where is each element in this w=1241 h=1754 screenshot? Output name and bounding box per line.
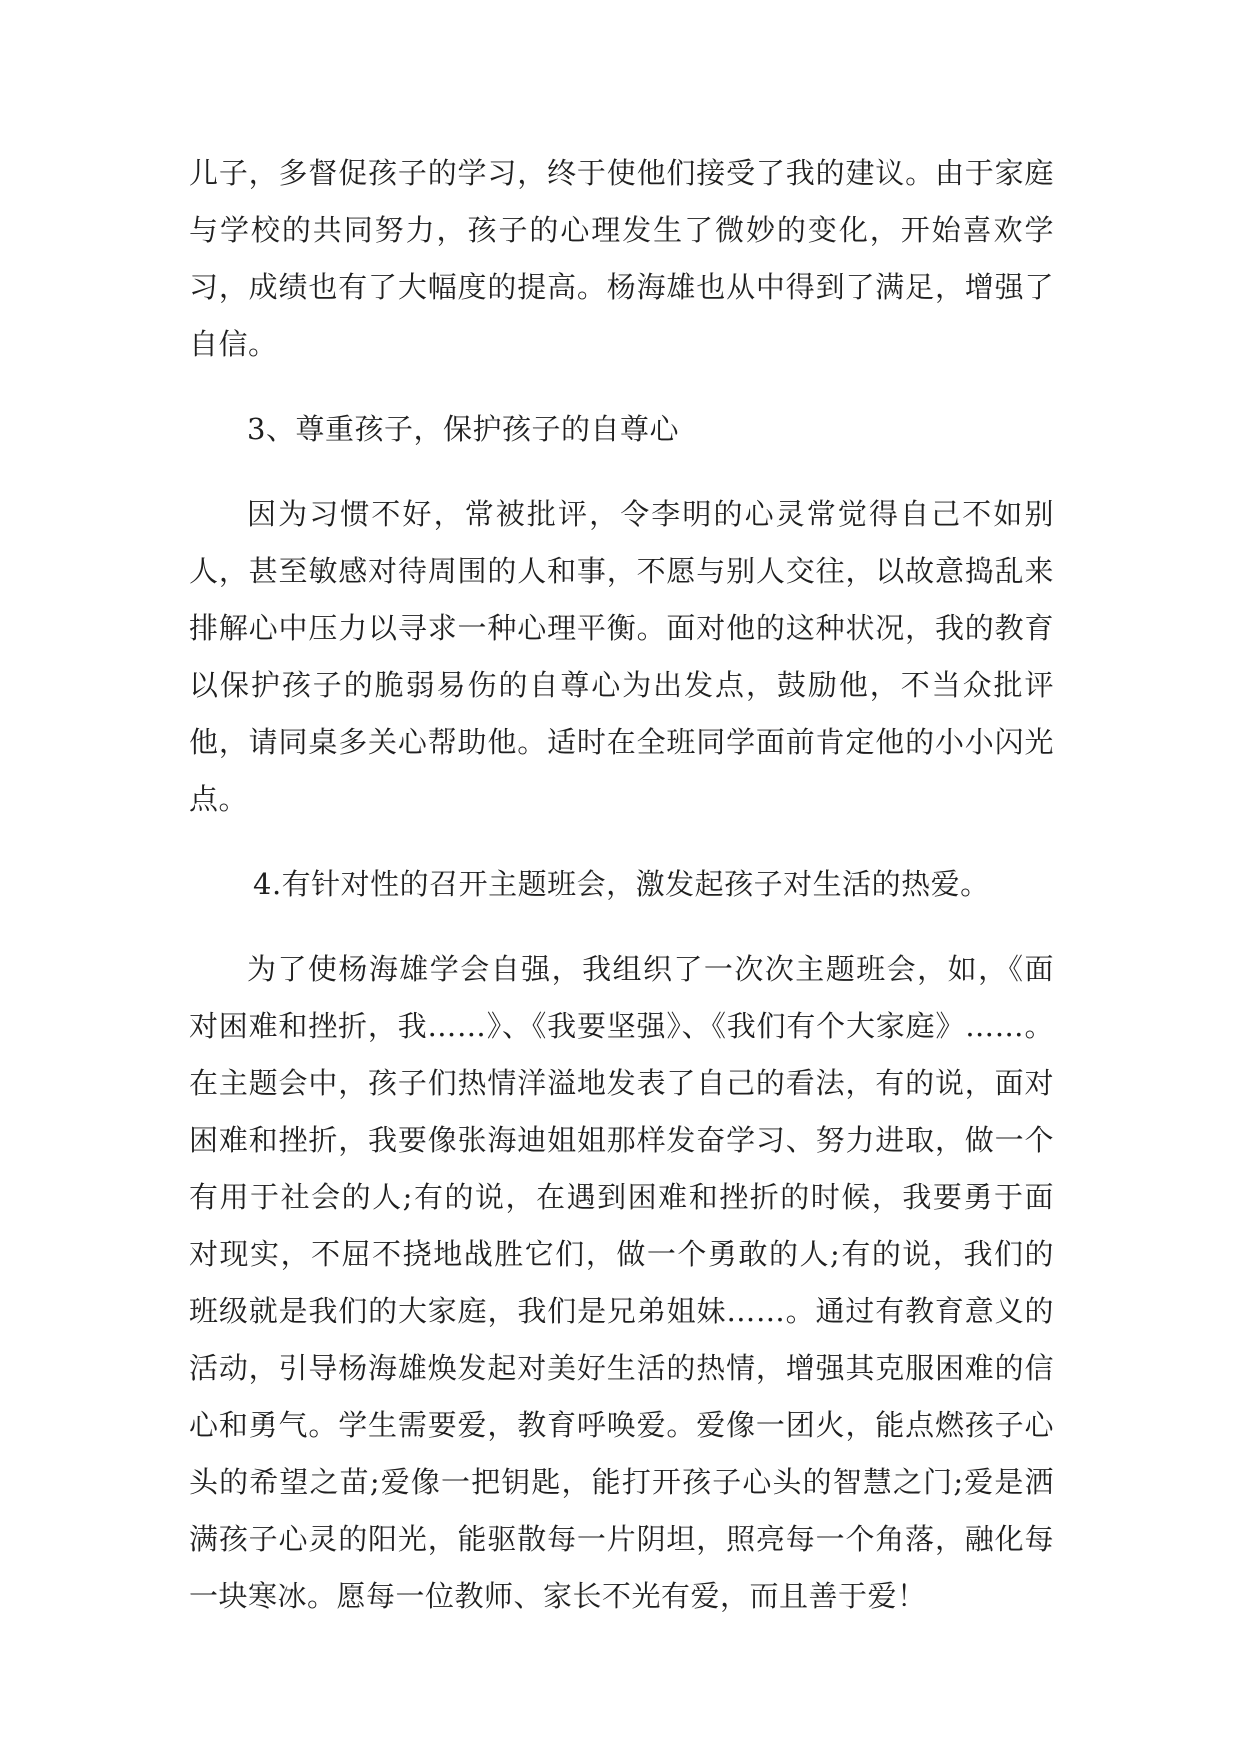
paragraph-gap xyxy=(189,373,1054,401)
section-heading-4: 4.有针对性的召开主题班会，激发起孩子对生活的热爱。 xyxy=(253,867,990,901)
document-body xyxy=(189,145,1054,1625)
paragraph-gap xyxy=(189,458,1054,486)
section-heading-3: 3、尊重孩子，保护孩子的自尊心 xyxy=(247,412,679,446)
paragraph-gap xyxy=(189,913,1054,941)
paragraph-gap xyxy=(189,828,1054,856)
paragraph-class-meeting: 为了使杨海雄学会自强，我组织了一次次主题班会，如，《面对困难和挫折，我……》、《我要坚强》、《我们有个大家庭》……。在主题会中，孩子们热情洋溢地发表了自己的看法，有的说，面对困难和挫折，我要像张海迪姐姐那样发奋学习、努力进取，做一个有用于社会的人;有的说，在遇到困难和挫折的时候，我要勇于面对现实，不屈不挠地战胜它们，做一个勇敢的人;有的说，我们的班级就是我们的大家庭，我们是兄弟姐妹……。通过有教育意义的活动，引导杨海雄焕发起对美好生活的热情，增强其克服困难的信心和勇气。学生需要爱，教育呼唤爱。爱像一团火，能点燃孩子心头的希望之苗;爱像一把钥匙，能打开孩子心头的智慧之门;爱是洒满孩子心灵的阳光，能驱散每一片阴坦，照亮每一个角落，融化每一块寒冰。愿每一位教师、家长不光有爱，而且善于爱！ xyxy=(189,952,1054,1613)
paragraph-self-esteem: 因为习惯不好，常被批评，令李明的心灵常觉得自己不如别人，甚至敏感对待周围的人和事，不愿与别人交往，以故意捣乱来排解心中压力以寻求一种心理平衡。面对他的这种状况，我的教育以保护孩子的脆弱易伤的自尊心为出发点，鼓励他，不当众批评他，请同桌多关心帮助他。适时在全班同学面前肯定他的小小闪光点。 xyxy=(189,497,1054,816)
paragraph-continuation: 儿子，多督促孩子的学习，终于使他们接受了我的建议。由于家庭与学校的共同努力，孩子的心理发生了微妙的变化，开始喜欢学习，成绩也有了大幅度的提高。杨海雄也从中得到了满足，增强了自信。 xyxy=(189,156,1054,361)
